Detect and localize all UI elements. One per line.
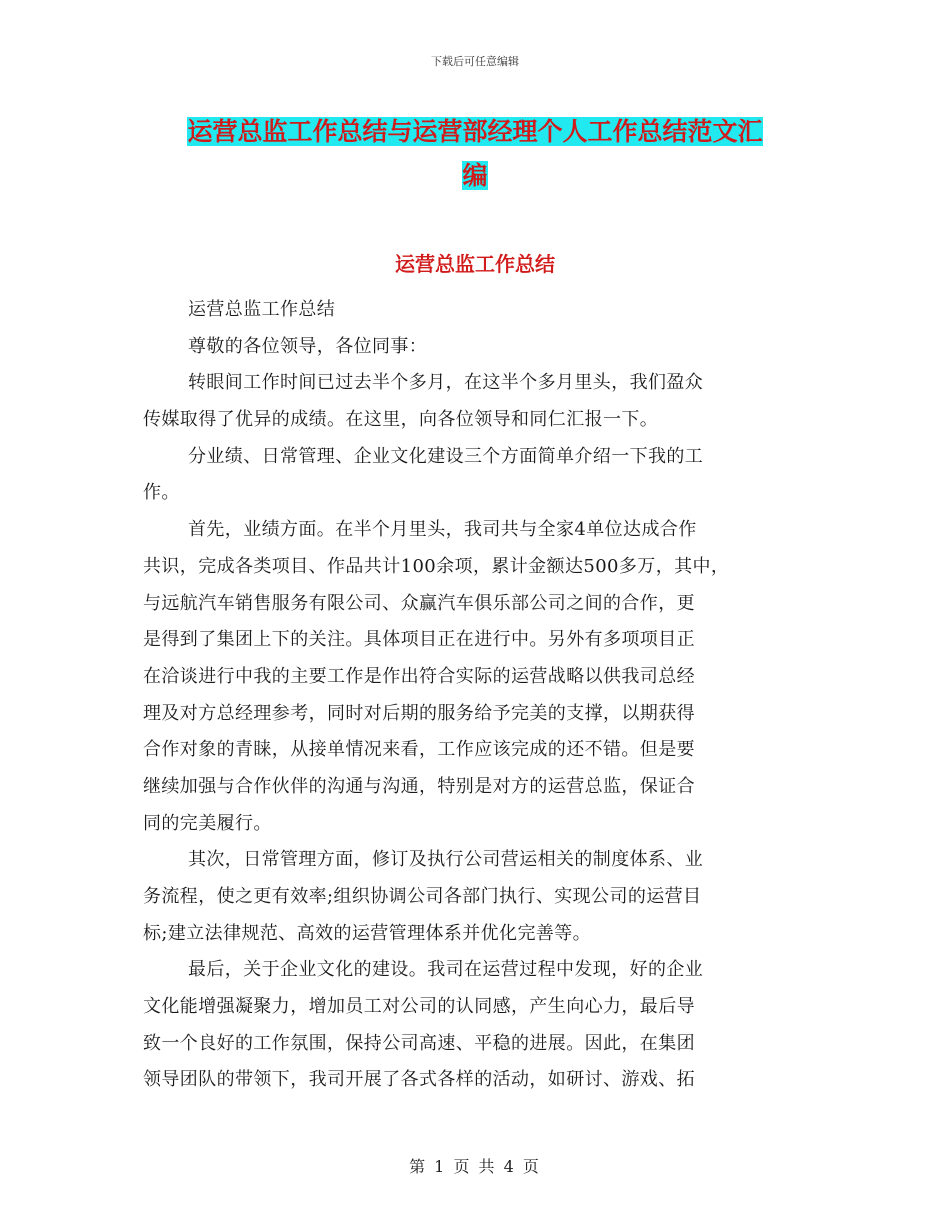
body-line: 分业绩、日常管理、企业文化建设三个方面简单介绍一下我的工 xyxy=(188,445,704,467)
body-line: 是得到了集团上下的关注。具体项目正在进行中。另外有多项项目正 xyxy=(143,629,695,651)
body-line: 首先，业绩方面。在半个月里头，我司共与全家4单位达成合作 xyxy=(188,519,697,541)
document-title-line-1: 运营总监工作总结与运营部经理个人工作总结范文汇 xyxy=(187,117,763,146)
body-line: 传媒取得了优异的成绩。在这里，向各位领导和同仁汇报一下。 xyxy=(143,409,659,431)
body-line: 在洽谈进行中我的主要工作是作出符合实际的运营战略以供我司总经 xyxy=(143,665,695,687)
body-line: 其次，日常管理方面，修订及执行公司营运相关的制度体系、业 xyxy=(188,849,704,871)
body-line: 致一个良好的工作氛围，保持公司高速、平稳的进展。因此，在集团 xyxy=(143,1032,695,1054)
page-footer: 第 1 页 共 4 页 xyxy=(409,1157,541,1176)
body-text xyxy=(143,292,823,1099)
body-line: 转眼间工作时间已过去半个多月，在这半个多月里头，我们盈众 xyxy=(188,372,704,394)
body-line: 最后，关于企业文化的建设。我司在运营过程中发现，好的企业 xyxy=(188,959,704,981)
section-title: 运营总监工作总结 xyxy=(395,252,555,276)
header-note: 下载后可任意编辑 xyxy=(431,55,519,68)
body-line: 领导团队的带领下，我司开展了各式各样的活动，如研讨、游戏、拓 xyxy=(143,1069,695,1091)
body-line: 与远航汽车销售服务有限公司、众赢汽车俱乐部公司之间的合作，更 xyxy=(143,592,695,614)
document-title-line-2: 编 xyxy=(462,161,488,190)
body-line: 务流程，使之更有效率;组织协调公司各部门执行、实现公司的运营目 xyxy=(143,886,702,907)
document-title xyxy=(150,110,800,198)
body-line: 理及对方总经理参考，同时对后期的服务给予完美的支撑，以期获得 xyxy=(143,702,695,724)
body-line: 继续加强与合作伙伴的沟通与沟通，特别是对方的运营总监，保证合 xyxy=(143,775,695,797)
body-line: 作。 xyxy=(143,482,180,504)
body-line: 文化能增强凝聚力，增加员工对公司的认同感，产生向心力，最后导 xyxy=(143,996,695,1018)
body-line: 同的完美履行。 xyxy=(143,812,272,834)
body-line: 运营总监工作总结 xyxy=(188,299,336,320)
body-line: 合作对象的青睐，从接单情况来看，工作应该完成的还不错。但是要 xyxy=(143,739,695,761)
body-line: 尊敬的各位领导，各位同事： xyxy=(188,335,428,357)
body-line: 共识，完成各类项目、作品共计100余项，累计金额达500多万，其中， xyxy=(143,555,730,577)
body-line: 标;建立法律规范、高效的运营管理体系并优化完善等。 xyxy=(143,922,592,944)
